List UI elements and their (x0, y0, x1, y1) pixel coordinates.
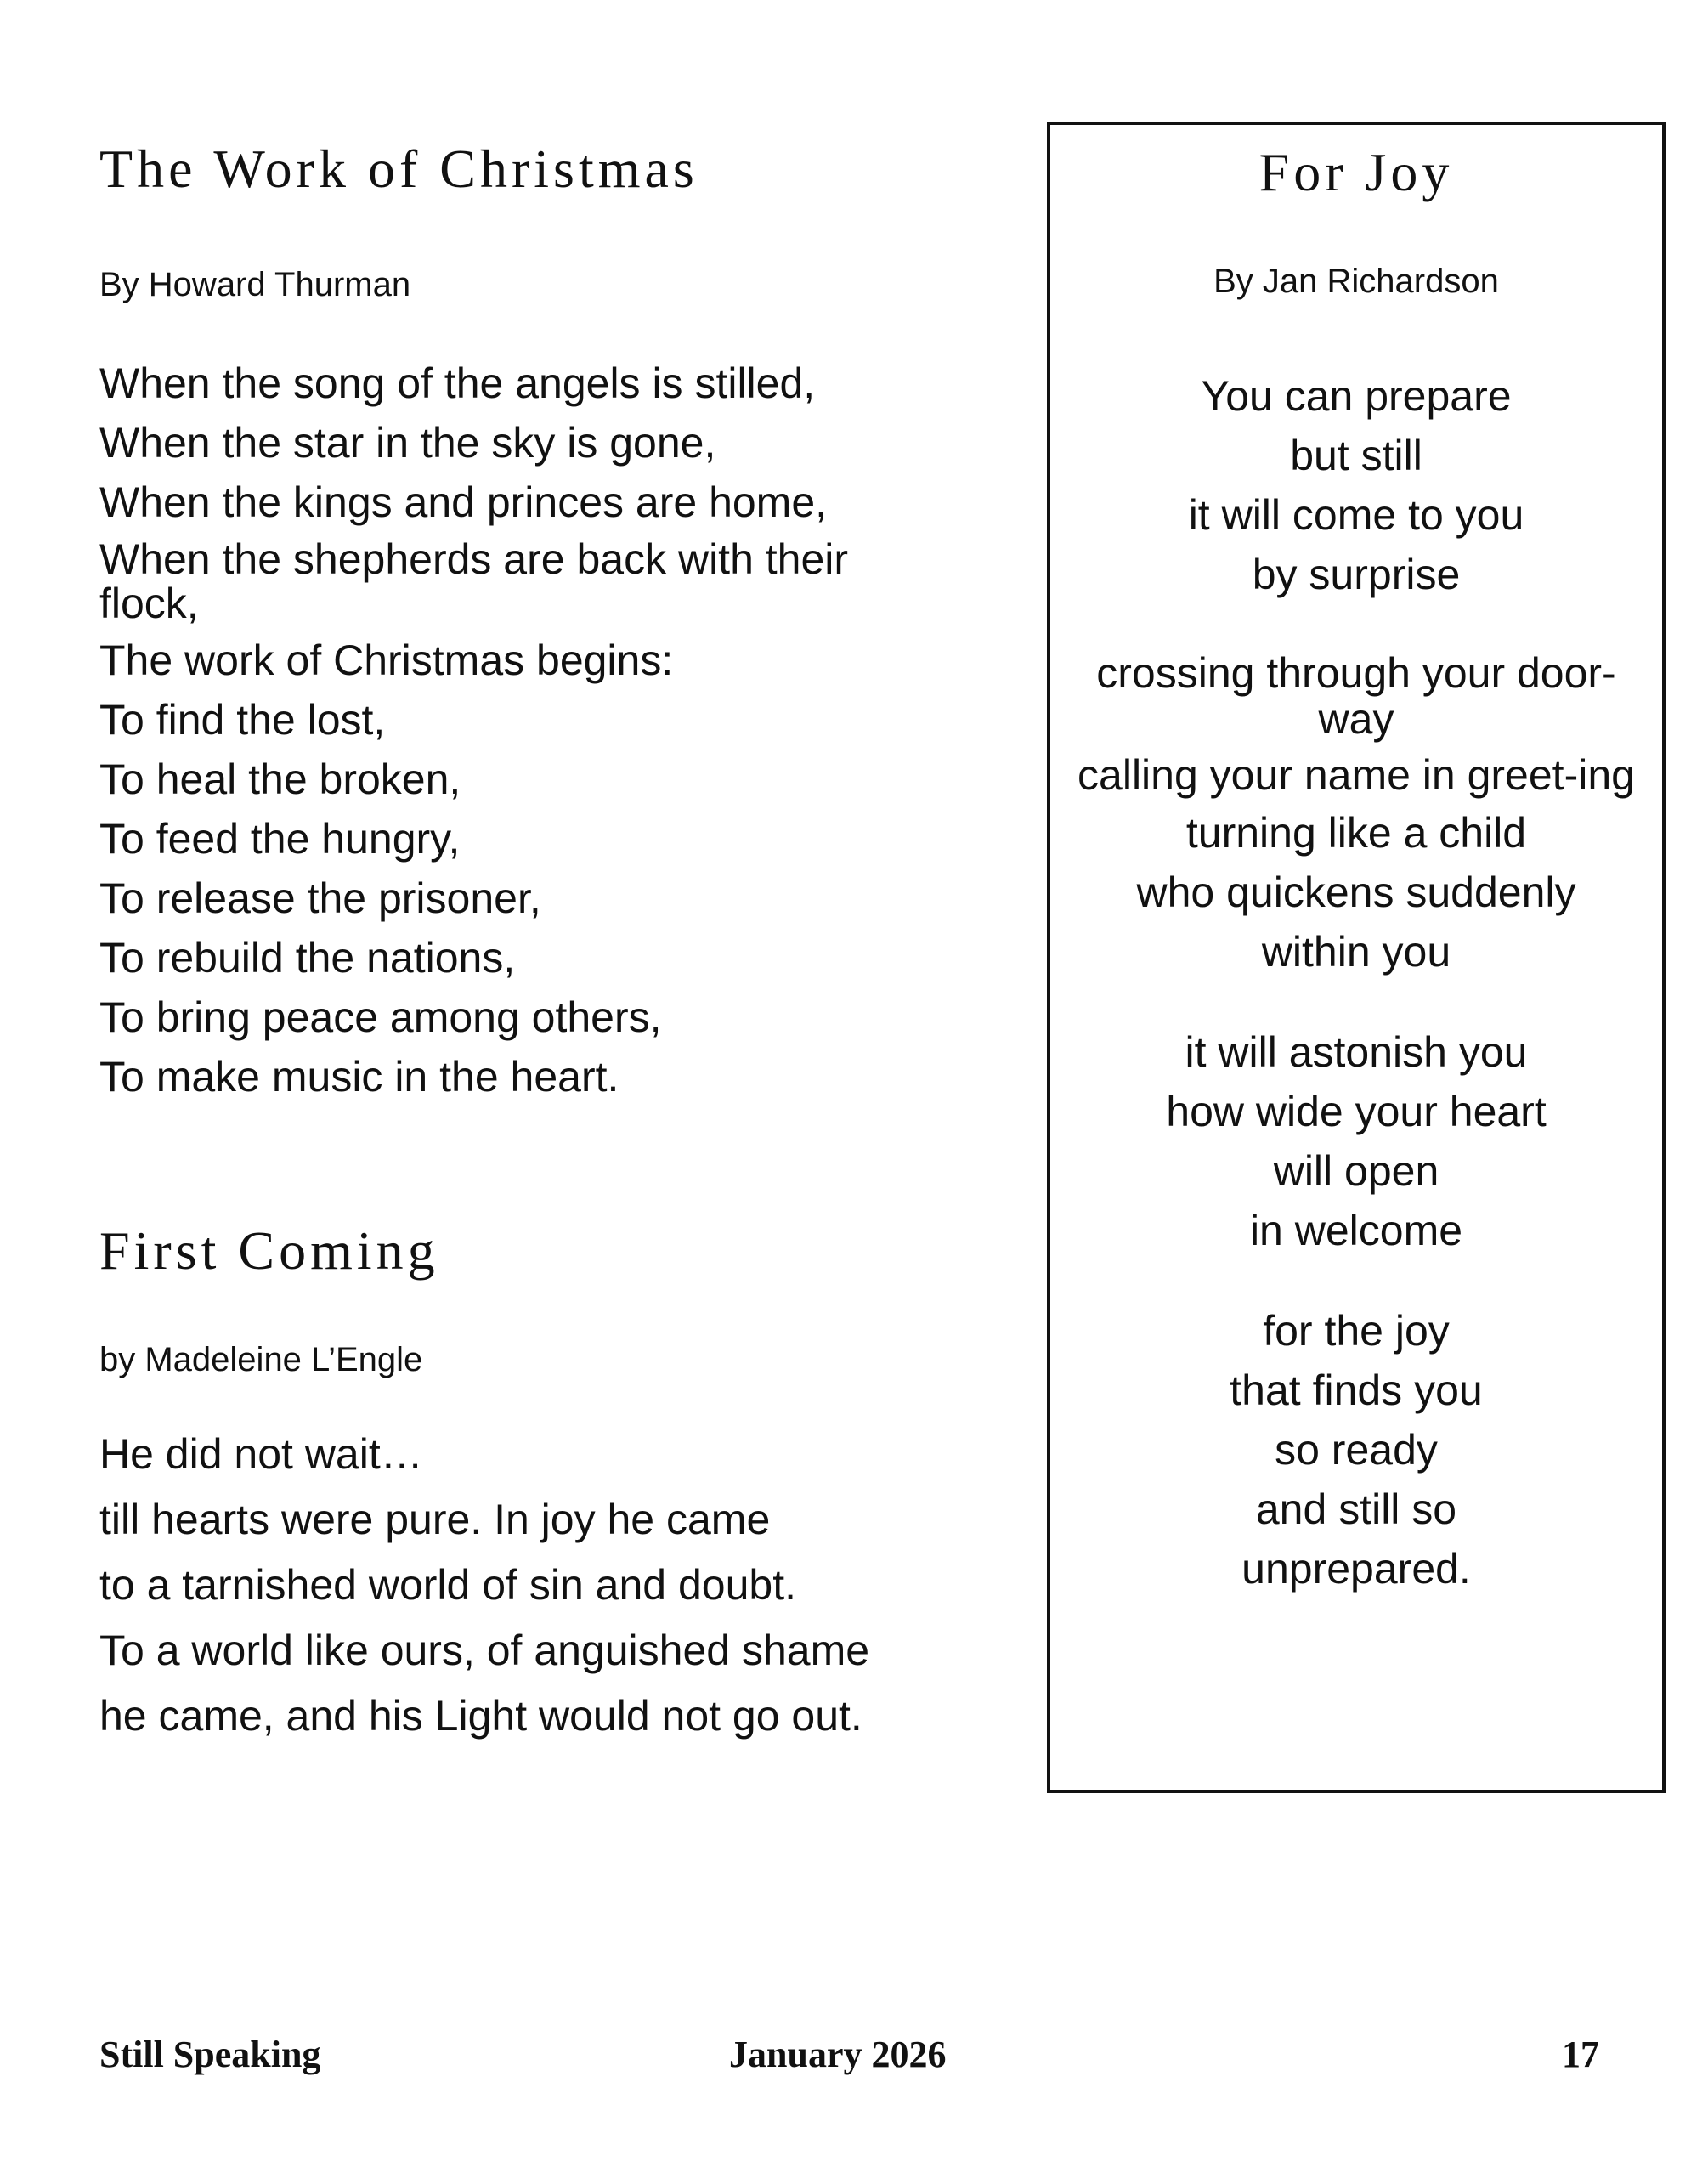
poem-line: To heal the broken, (99, 755, 461, 803)
poem-line: but still (1290, 432, 1422, 479)
poem-line: that finds you (1230, 1366, 1483, 1414)
poem-line: who quickens suddenly (1136, 868, 1576, 916)
sidebar-poem-box (1047, 122, 1666, 1793)
poem-line: to a tarnished world of sin and doubt. (99, 1561, 796, 1609)
poem-line: it will astonish you (1185, 1028, 1528, 1076)
poem-byline-thurman: By Howard Thurman (99, 266, 411, 303)
poem-line: it will come to you (1188, 491, 1524, 539)
poem-title-for-joy: For Joy (1258, 142, 1454, 202)
poem-line: unprepared. (1241, 1545, 1471, 1593)
poem-line: how wide your heart (1166, 1088, 1547, 1135)
poem-line: and still so (1255, 1485, 1457, 1533)
poem-line: he came, and his Light would not go out. (99, 1692, 862, 1740)
poem-line: When the star in the sky is gone, (99, 419, 716, 467)
stanza (1067, 650, 1645, 976)
poem-line: for the joy (1263, 1307, 1450, 1355)
poem-line: When the kings and princes are home, (99, 478, 828, 526)
poem-line: When the shepherds are back with their flock, (99, 535, 849, 627)
poem-line: crossing through your door-way (1096, 649, 1616, 743)
poem-line: by surprise (1252, 551, 1461, 598)
poem-line: calling your name in greet-ing (1077, 751, 1635, 799)
poem-line: To bring peace among others, (99, 993, 662, 1041)
poem-line: within you (1261, 928, 1451, 976)
poem-body-work-of-christmas (99, 359, 949, 1101)
poem-line: till hearts were pure. In joy he came (99, 1496, 771, 1543)
poem-line: in welcome (1249, 1207, 1463, 1254)
poem-line: To make music in the heart. (99, 1053, 619, 1100)
poem-line: When the song of the angels is stilled, (99, 359, 816, 407)
poem-line: To find the lost, (99, 696, 386, 744)
stanza (1067, 1306, 1645, 1593)
footer-page-number: 17 (1562, 2034, 1599, 2075)
stanza (1067, 371, 1645, 599)
poem-line: To a world like ours, of anguished shame (99, 1627, 870, 1674)
poem-title-first-coming: First Coming (99, 1220, 439, 1281)
poem-line: will open (1273, 1147, 1439, 1195)
poem-body-for-joy (1067, 371, 1645, 1593)
poem-line: You can prepare (1201, 372, 1512, 420)
poem-line: so ready (1275, 1426, 1438, 1474)
poem-title-work-of-christmas: The Work of Christmas (99, 139, 698, 199)
poem-line: turning like a child (1185, 809, 1527, 857)
poem-line: The work of Christmas begins: (99, 637, 674, 684)
poem-body-first-coming (99, 1429, 1034, 1740)
poem-line: To feed the hungry, (99, 815, 461, 863)
poem-line: To rebuild the nations, (99, 934, 516, 982)
stanza (1067, 1027, 1645, 1255)
poem-byline-richardson: By Jan Richardson (1213, 263, 1499, 300)
poem-line: He did not wait… (99, 1430, 423, 1478)
footer-publication-name: Still Speaking (99, 2034, 321, 2075)
poem-byline-lengle: by Madeleine L’Engle (99, 1341, 423, 1378)
footer-issue-date: January 2026 (729, 2034, 947, 2075)
poem-line: To release the prisoner, (99, 874, 541, 922)
